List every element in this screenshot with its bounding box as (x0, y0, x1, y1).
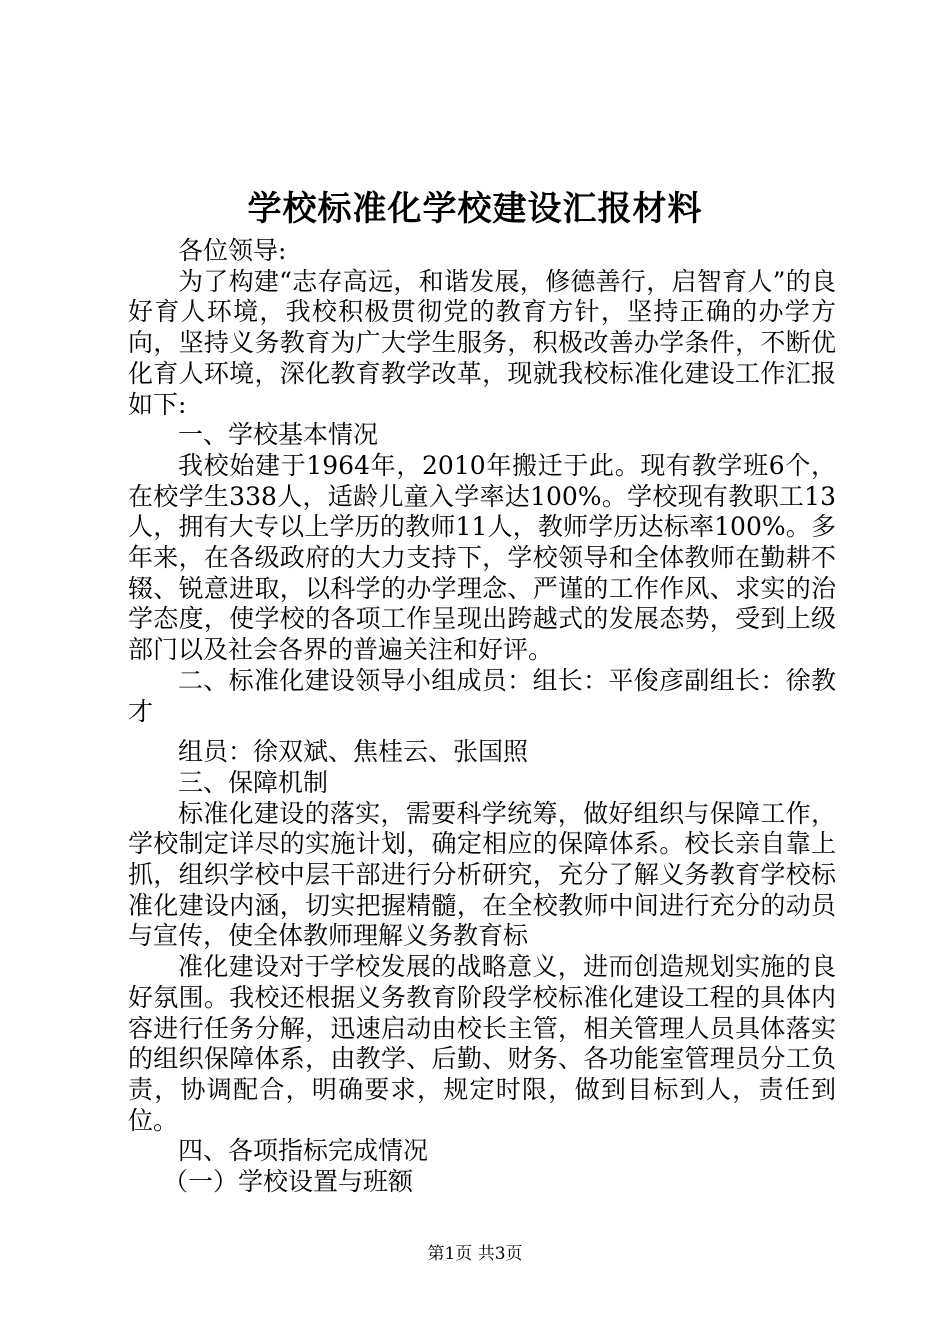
document-body (128, 236, 836, 1198)
page-title: 学校标准化学校建设汇报材料 (247, 189, 703, 229)
paragraph: 准化建设对于学校发展的战略意义，进而创造规划实施的良好氛围。我校还根据义务教育阶段学校标准化建设工程的具体内容进行任务分解，迅速启动由校长主管，相关管理人员具体落实的组织保障体系，由教学、后勤、财务、各功能室管理员分工负责，协调配合，明确要求，规定时限，做到目标到人，责任到位。 (128, 952, 836, 1135)
section-heading: 三、保障机制 (178, 767, 329, 797)
paragraph: 为了构建“志存高远，和谐发展，修德善行，启智育人”的良好育人环境，我校积极贯彻党的教育方针，坚持正确的办学方向，坚持义务教育为广大学生服务，积极改善办学条件，不断优化育人环境，深化教育教学改革，现就我校标准化建设工作汇报如下: (128, 266, 836, 419)
paragraph: 我校始建于1964年，2010年搬迁于此。现有教学班6个，在校学生338人，适龄儿童入学率达100%。学校现有教职工13人，拥有大专以上学历的教师11人，教师学历达标率100%。多年来，在各级政府的大力支持下，学校领导和全体教师在勤耕不辍、锐意进取，以科学的办学理念、严谨的工作作风、求实的治学态度，使学校的各项工作呈现出跨越式的发展态势，受到上级部门以及社会各界的普遍关注和好评。 (128, 450, 836, 665)
paragraph: 标准化建设的落实，需要科学统筹，做好组织与保障工作，学校制定详尽的实施计划，确定相应的保障体系。校长亲自靠上抓，组织学校中层干部进行分析研究，充分了解义务教育学校标准化建设内涵，切实把握精髓，在全校教师中间进行充分的动员与宣传，使全体教师理解义务教育标 (128, 798, 836, 951)
section-heading: 二、标准化建设领导小组成员：组长：平俊彦副组长：徐教才 (128, 665, 836, 726)
paragraph: 组员：徐双斌、焦桂云、张国照 (178, 737, 529, 767)
sub-heading: （一）学校设置与班额 (163, 1167, 414, 1197)
page-indicator: 第1页 共3页 (427, 1244, 523, 1264)
section-heading: 四、各项指标完成情况 (178, 1136, 429, 1166)
paragraph: 各位领导: (178, 236, 287, 265)
section-heading: 一、学校基本情况 (178, 420, 379, 450)
